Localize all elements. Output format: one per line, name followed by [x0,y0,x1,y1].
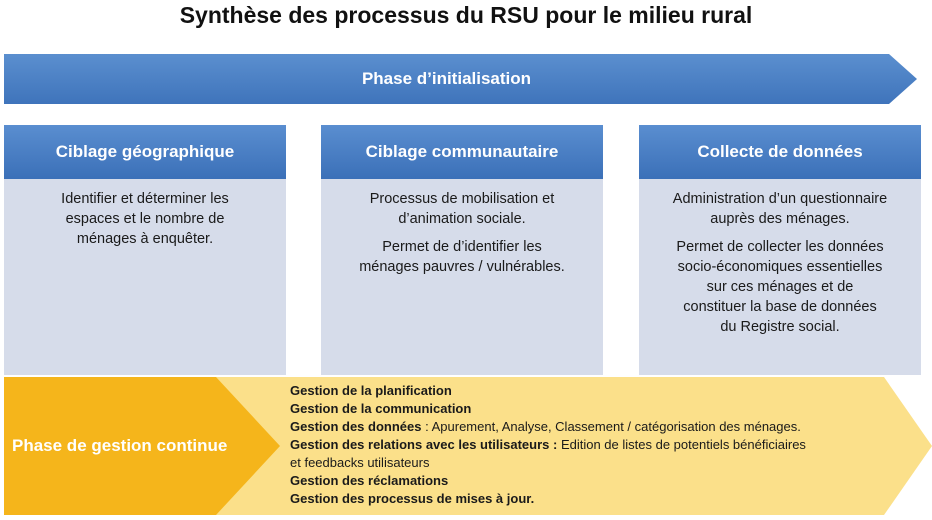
gestion-item: Gestion des données : Apurement, Analyse, Classement / catégorisation des ménages. [290,419,801,434]
text-line: d’animation sociale. [398,211,526,227]
text-line: sur ces ménages et de [706,279,854,295]
text-line: espaces et le nombre de [65,211,225,227]
gestion-item: Gestion des relations avec les utilisateurs : Edition de listes de potentiels bénéficiaires [290,437,806,452]
text-line: Permet de collecter les données [676,239,884,255]
card-body [4,179,286,375]
card-heading: Collecte de données [639,125,921,179]
text-line: constituer la base de données [683,299,877,315]
text-line: auprès des ménages. [710,211,850,227]
text-line: du Registre social. [720,319,840,335]
text-line: Administration d’un questionnaire [672,191,888,207]
page-title: Synthèse des processus du RSU pour le milieu rural [179,2,753,28]
gestion-list [290,382,880,508]
text-line: Identifier et déterminer les [61,191,229,207]
card-paragraph [649,237,911,337]
text-line: socio-économiques essentielles [677,259,883,275]
text-line: Permet de d’identifier les [382,239,542,255]
card-collecte-donnees [639,125,921,375]
gestion-label: Phase de gestion continue [12,436,228,455]
card-body [639,179,921,375]
gestion-item: et feedbacks utilisateurs [290,455,430,470]
card-paragraph [649,189,911,229]
card-paragraph [14,189,276,249]
card-ciblage-communautaire [321,125,603,375]
text-line: ménages pauvres / vulnérables. [359,259,565,275]
text-line: Processus de mobilisation et [369,191,555,207]
card-heading: Ciblage géographique [4,125,286,179]
card-ciblage-geographique [4,125,286,375]
gestion-item: Gestion de la planification [290,383,452,398]
card-body [321,179,603,375]
gestion-item: Gestion de la communication [290,401,472,416]
card-heading: Ciblage communautaire [321,125,603,179]
card-paragraph [331,189,593,229]
gestion-item: Gestion des processus de mises à jour. [290,491,535,506]
text-line: ménages à enquêter. [76,231,214,247]
gestion-item: Gestion des réclamations [290,473,449,488]
card-paragraph [331,237,593,277]
initialisation-label: Phase d’initialisation [361,69,532,88]
